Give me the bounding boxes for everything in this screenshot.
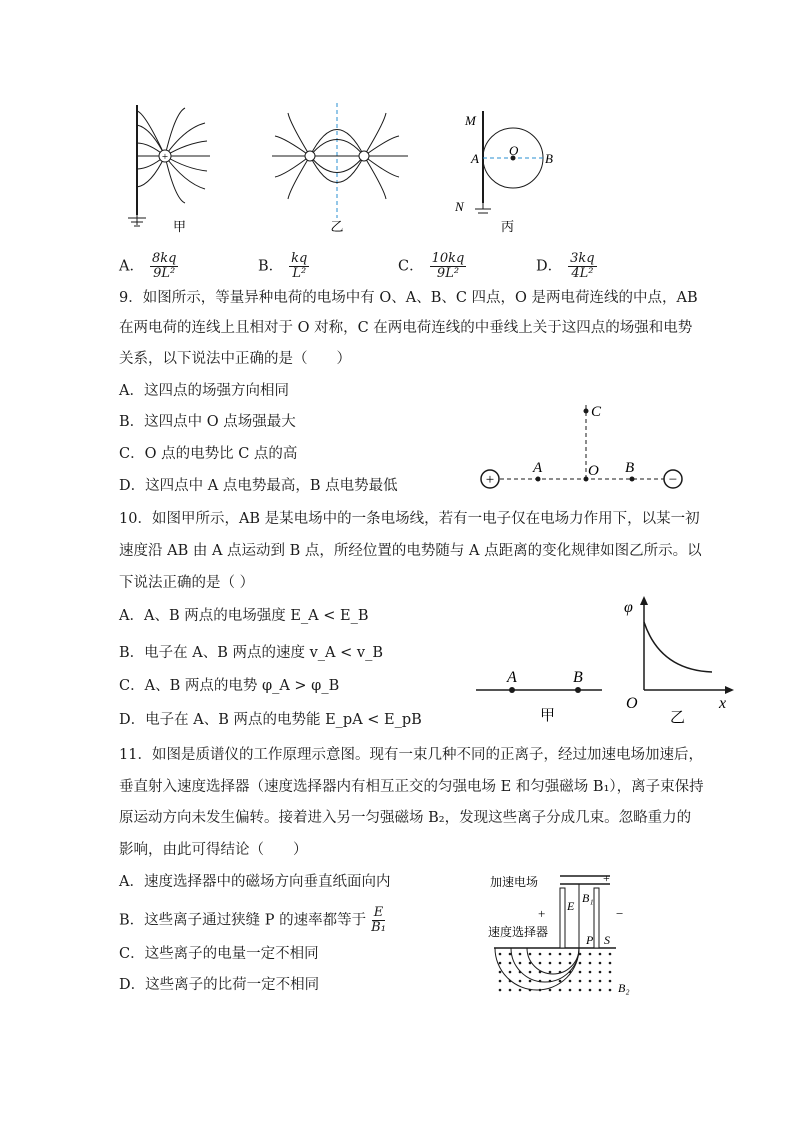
fraction (430, 252, 467, 281)
q9-option-c[interactable]: C．O 点的电势比 C 点的高 (119, 446, 298, 462)
plus-charge: + (485, 472, 495, 488)
yi-caption: 乙 (670, 710, 686, 726)
origin-label: O (626, 695, 638, 712)
numerator: E (373, 905, 384, 920)
yi-caption: 乙 (330, 219, 344, 233)
minus-charge: − (668, 472, 678, 488)
jia-caption: 甲 (540, 708, 556, 724)
velocity-selector-label: 速度选择器 (488, 925, 549, 939)
fraction (150, 252, 178, 281)
q11-option-d[interactable]: D．这些离子的比荷一定不相同 (119, 977, 320, 993)
q10-stem-line-3: 下说法正确的是（ ） (119, 575, 255, 591)
x-axis-label: x (719, 695, 727, 712)
point-A: A (507, 669, 517, 686)
numerator: kq (291, 251, 308, 266)
q9-stem-line-3: 关系，以下说法中正确的是（ ） (119, 351, 351, 367)
label-B2: B₂ (618, 981, 630, 995)
q8-option-d[interactable] (536, 252, 597, 281)
point-B: B (625, 460, 635, 476)
q11-stem-line-1: 11．如图是质谱仪的工作原理示意图。现有一束几种不同的正离子，经过加速电场加速后， (119, 747, 703, 763)
point-A: A (533, 460, 543, 476)
point-B: B (573, 669, 583, 686)
label-O: O (509, 143, 519, 158)
q9-figure (476, 395, 691, 495)
q10-stem-line-2: 速度沿 AB 由 A 点运动到 B 点，所经位置的电势随与 A 点距离的变化规律如图乙所示。以 (119, 543, 702, 559)
selector-minus: − (616, 906, 624, 921)
q11-option-c[interactable]: C．这些离子的电量一定不相同 (119, 946, 319, 962)
q9-stem-line-1: 9．如图所示，等量异种电荷的电场中有 O、A、B、C 四点，O 是两电荷连线的中点，AB (119, 290, 698, 306)
numerator: 10kq (431, 251, 465, 266)
q10-figure-yi (620, 592, 735, 732)
q9-option-d[interactable]: D．这四点中 A 点电势最高，B 点电势最低 (119, 478, 398, 494)
q9-option-b[interactable]: B．这四点中 O 点场强最大 (119, 414, 296, 430)
selector-plus: + (538, 906, 546, 921)
fraction (568, 252, 596, 281)
figure-yi (270, 103, 410, 233)
figure-bing (455, 103, 565, 233)
accel-plus: + (603, 871, 610, 885)
option-letter: B． (258, 258, 284, 275)
label-N: N (455, 199, 464, 214)
denominator: L² (292, 266, 307, 281)
q11-option-a[interactable]: A．速度选择器中的磁场方向垂直纸面向内 (119, 874, 391, 890)
q11-figure (484, 868, 644, 1000)
q11-stem-line-4: 影响，由此可得结论（ ） (119, 842, 308, 858)
jia-plus: + (161, 151, 169, 163)
option-text: B．这些离子通过狭缝 P 的速率都等于 (119, 912, 367, 929)
bing-caption: 丙 (501, 219, 515, 233)
q11-stem-line-2: 垂直射入速度选择器（速度选择器内有相互正交的匀强电场 E 和匀强磁场 B₁），离子束保持 (119, 779, 704, 795)
label-A: A (471, 151, 479, 166)
label-B1: B₁ (582, 891, 594, 905)
phi-axis-label: φ (624, 599, 633, 616)
fraction (289, 252, 309, 281)
denominator: 4L² (571, 266, 594, 281)
q11-option-b[interactable] (119, 906, 388, 935)
q9-stem-line-2: 在两电荷的连线上且相对于 O 对称，C 在两电荷连线的中垂线上关于这四点的场强和电势 (119, 320, 693, 336)
fraction (369, 906, 388, 935)
q10-option-a[interactable]: A．A、B 两点的电场强度 E_A < E_B (119, 608, 369, 624)
q10-option-c[interactable]: C．A、B 两点的电势 φ_A > φ_B (119, 678, 340, 694)
label-B: B (545, 151, 553, 166)
q10-stem-line-1: 10．如图甲所示，AB 是某电场中的一条电场线，若有一电子仅在电场力作用下，以某一初 (119, 511, 700, 527)
option-letter: D． (536, 258, 563, 275)
jia-caption: 甲 (173, 219, 187, 233)
numerator: 8kq (151, 251, 177, 266)
denominator: 9L² (153, 266, 176, 281)
point-C: C (591, 404, 602, 420)
label-P: P (586, 933, 594, 947)
magnetic-field-dots (499, 953, 612, 992)
q10-option-d[interactable]: D．电子在 A、B 两点的电势能 E_pA < E_pB (119, 712, 422, 728)
figure-jia (115, 103, 225, 233)
denominator: B₁ (371, 920, 386, 935)
label-E: E (567, 899, 575, 913)
q10-option-b[interactable]: B．电子在 A、B 两点的速度 v_A < v_B (119, 645, 383, 661)
q11-stem-line-3: 原运动方向未发生偏转。接着进入另一匀强磁场 B₂，发现这些离子分成几束。忽略重力的 (119, 810, 692, 826)
q8-option-c[interactable] (398, 252, 466, 281)
q8-option-b[interactable] (258, 252, 309, 281)
point-O: O (588, 463, 599, 479)
accel-field-label: 加速电场 (490, 875, 539, 889)
option-letter: C． (398, 258, 424, 275)
label-M: M (465, 113, 476, 128)
q9-option-a[interactable]: A．这四点的场强方向相同 (119, 383, 289, 399)
numerator: 3kq (570, 251, 595, 266)
option-letter: A． (119, 258, 144, 275)
label-S: S (604, 933, 610, 947)
denominator: 9L² (436, 266, 460, 281)
q8-option-a[interactable] (119, 252, 178, 281)
q10-figure-jia (472, 662, 607, 727)
